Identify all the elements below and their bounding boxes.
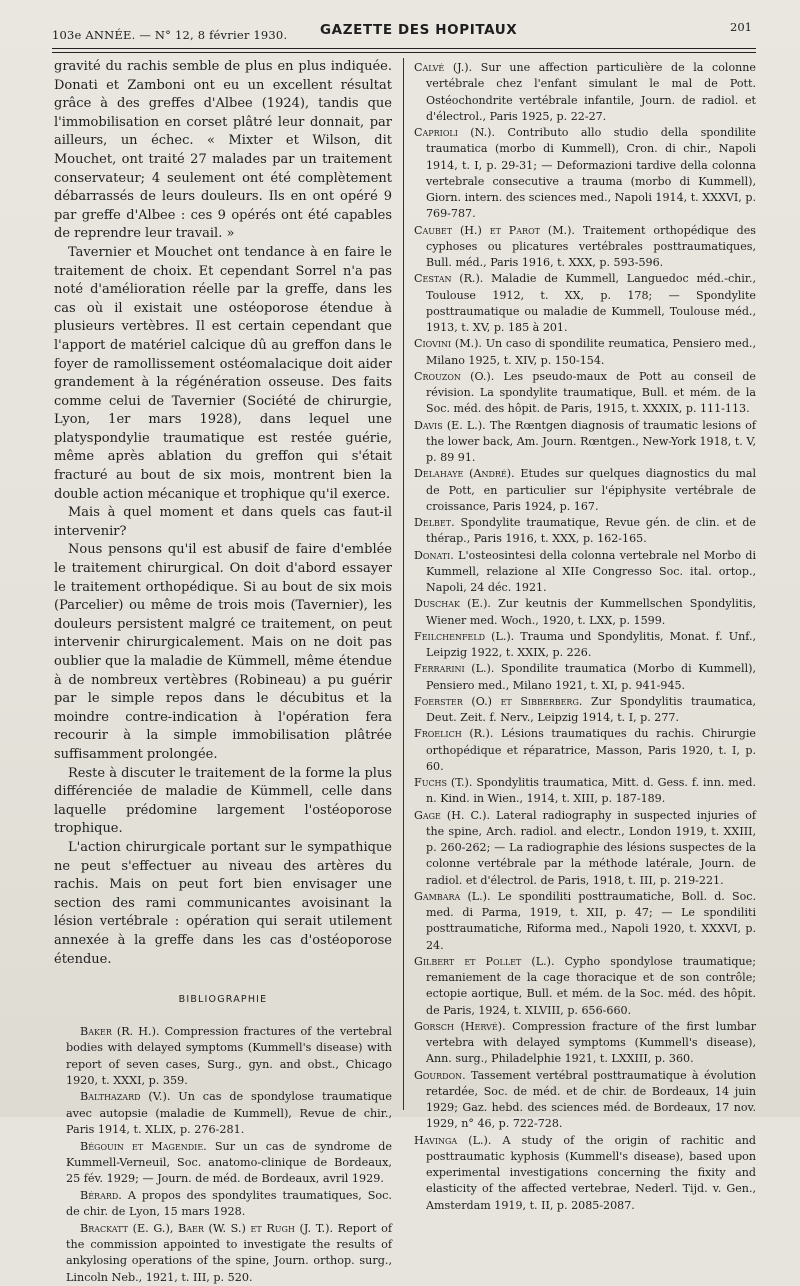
- bibliography-entry: [414, 808, 756, 889]
- bibliography-entry: [414, 271, 756, 336]
- entry-text: Sur un cas de syndrome de Kummell-Verneuil, Soc. anatomo-clinique de Bordeaux, 25 fév. 1929; — Journ. de méd. de Bordeaux, avril 1929.: [66, 1139, 393, 1186]
- bibliography-list-left: [54, 1024, 392, 1286]
- entry-text: L'osteosintesi della colonna vertebrale nel Morbo di Kummell, relazione al XIIe Congresso Soc. ital. ortop., Napoli, 24 déc. 1921.: [426, 548, 756, 594]
- entry-author: Gage (H. C.).: [414, 808, 490, 822]
- entry-text: Le spondiliti posttraumatiche, Boll. d. Soc. med. di Parma, 1919, t. XII, p. 47; — Le spondiliti posttraumatiche, Riforma med., Napoli 1920, t. XXXVI, p. 24.: [426, 889, 757, 952]
- bibliography-entry: [414, 694, 756, 727]
- entry-author: Havinga (L.).: [414, 1133, 492, 1147]
- entry-text: Tassement vertébral posttraumatique à évolution retardée, Soc. de méd. et de chir. de Bordeaux, 14 juin 1929; Gaz. hebd. des sciences méd. de Bordeaux, 17 nov. 1929, n° 46, p. 722-728.: [426, 1068, 756, 1131]
- bibliography-entry: [414, 596, 756, 629]
- entry-author: Bérard.: [80, 1188, 122, 1202]
- bibliography-entry: [414, 369, 756, 418]
- header-rule: [52, 48, 756, 49]
- entry-text: Spondylite traumatique, Revue gén. de clin. et de thérap., Paris 1916, t. XXX, p. 162-165.: [426, 516, 756, 546]
- entry-text: Spondylitis traumatica, Mitt. d. Gess. f. inn. med. n. Kind. in Wien., 1914, t. XIII, p. 187-189.: [426, 776, 756, 806]
- entry-text: Sur une affection particulière de la colonne vertébrale chez l'enfant simulant le mal de Pott. Ostéochondrite vertébrale infantile, Journ. de radiol. et d'électrol., Paris 1925, p. 22-27.: [426, 61, 756, 123]
- entry-text: Les pseudo-maux de Pott au conseil de révision. La spondylite traumatique, Bull. et mém. de la Soc. méd. des hôpit. de Paris, 1915, t. XXXIX, p. 111-113.: [426, 369, 756, 416]
- entry-author: Delbet.: [414, 516, 455, 529]
- paragraph: Reste à discuter le traitement de la forme la plus différenciée de maladie de Kümmell, celle dans laquelle prédomine largement l'ostéoporose trophique.: [54, 765, 392, 837]
- entry-author: Caprioli (N.).: [414, 126, 496, 139]
- entry-text: Un cas de spondylose traumatique avec autopsie (maladie de Kummell), Revue de chir., Paris 1914, t. XLIX, p. 276-281.: [66, 1090, 393, 1137]
- entry-text: Compression fracture of the first lumbar vertebra with delayed symptoms (Kummell's disease), Ann. surg., Philadelphie 1921, t. LXXIII, p. 360.: [426, 1019, 756, 1066]
- bibliography-entry: [414, 60, 756, 125]
- entry-text: Un caso di spondilite reumatica, Pensiero med., Milano 1925, t. XIV, p. 150-154.: [426, 337, 756, 367]
- entry-author: Ferrarini (L.).: [414, 662, 495, 676]
- entry-author: Foerster (O.) et Sibberberg.: [414, 694, 583, 708]
- paragraph: Nous pensons qu'il est abusif de faire d'emblée le traitement chirurgical. On doit d'abord essayer le traitement orthopédique. Si au bout de six mois (Parcelier) ou même de trois mois (Tavernier), les douleurs persistent malgré ce traitement, on peut intervenir chirurgicalement. Mais on ne doit pas oublier que la maladie de Kümmell, même étendue à de nombreux vertèbres (Robineau) a pu guérir par le simple repos dans le décubitus et la moindre contre-indication à l'opération fera recourir à la simple immobilisation plâtrée suffisamment prolongée.: [54, 542, 392, 762]
- entry-author: Cestan (R.).: [414, 272, 484, 286]
- bibliography-entry: [54, 1139, 392, 1188]
- entry-author: Gilbert et Pollet (L.).: [414, 954, 555, 968]
- bibliography-entry: [414, 1068, 756, 1133]
- entry-text: Cypho spondylose traumatique; remaniement de la cage thoracique et de son contrôle; ectopie aortique, Bull. et mém. de la Soc. méd. des hôpit. de Paris, 1924, t. XLVIII, p. 656-660.: [426, 954, 756, 1017]
- bibliography-entry: [414, 954, 756, 1019]
- entry-author: Gambara (L.).: [414, 889, 491, 903]
- entry-author: Bégouin et Magendie.: [80, 1139, 207, 1153]
- paragraph: Tavernier et Mouchet ont tendance à en faire le traitement de choix. Et cependant Sorrel n'a pas noté d'amélioration réelle par la greffe, dans les cas où il existait une ostéoporose étendue à plusieurs vertèbres. Il est certain cependant que l'apport de matériel calcique dû au greffon dans le foyer de ramollissement ostéomalacique doit aider grandement à la régénération osseuse. Des faits comme celui de Tavernier (Société de chirurgie, Lyon, 1er mars 1928), dans lequel une platyspondylie traumatique est restée guérie, même après ablation du greffon qui s'était fracturé au bout de six mois, montrent bien la double action mécanique et trophique qu'il exerce.: [54, 244, 392, 502]
- bibliography-entry: [414, 418, 756, 467]
- entry-text: Lésions traumatiques du rachis. Chirurgie orthopédique et réparatrice, Masson, Paris 1920, t. I, p. 60.: [426, 727, 756, 773]
- issue-info: 103e ANNÉE. — N° 12, 8 février 1930.: [52, 28, 288, 42]
- entry-text: A study of the origin of rachitic and posttraumatic kyphosis (Kummell's disease), based upon experimental investigations concerning the fixity and elasticity of the affected vertebrae, Nederl. Tijd. v. Gen., Amsterdam 1919, t. II, p. 2085-2087.: [426, 1133, 756, 1212]
- paragraph: Mais à quel moment et dans quels cas faut-il intervenir?: [54, 505, 392, 539]
- entry-text: Traitement orthopédique des cyphoses ou plicatures vertébrales posttraumatiques, Bull. méd., Paris 1916, t. XXX, p. 593-596.: [426, 223, 756, 269]
- bibliography-entry: [54, 1024, 392, 1090]
- entry-author: Calvé (J.).: [414, 61, 473, 74]
- entry-author: Baker (R. H.).: [80, 1024, 160, 1038]
- header-rule-thin: [52, 52, 756, 53]
- page-number: 201: [730, 20, 752, 34]
- right-column: [414, 60, 756, 1214]
- entry-author: Gourdon.: [414, 1068, 466, 1082]
- entry-text: Spondilite traumatica (Morbo di Kummell), Pensiero med., Milano 1921, t. XI, p. 941-945.: [426, 662, 756, 692]
- bibliography-entry: [414, 1019, 756, 1068]
- entry-author: Crouzon (O.).: [414, 369, 495, 383]
- entry-text: A propos des spondylites traumatiques, Soc. de chir. de Lyon, 15 mars 1928.: [66, 1188, 392, 1219]
- entry-text: Contributo allo studio della spondilite traumatica (morbo di Kummell), Cron. di chir., Napoli 1914, t. I, p. 29-31; — Deformazioni tardive della colonna vertebrale consecutive a trauma (morbo di Kummell), Giorn. intern. des sciences med., Napoli 1914, t. XXXVI, p. 769-787.: [426, 126, 756, 221]
- left-column: [54, 58, 392, 1286]
- entry-author: Feilchenfeld (L.).: [414, 629, 515, 643]
- bibliography-entry: [414, 515, 756, 548]
- entry-author: Ciovini (M.).: [414, 337, 482, 351]
- entry-author: Balthazard (V.).: [80, 1090, 171, 1104]
- entry-text: The Rœntgen diagnosis of traumatic lesions of the lower back, Am. Journ. Rœntgen., New-York 1918, t. V, p. 89 91.: [426, 418, 756, 464]
- bibliography-entry: [54, 1188, 392, 1221]
- bibliography-entry: [414, 336, 756, 369]
- entry-author: Caubet (H.) et Parot (M.).: [414, 223, 575, 237]
- bibliography-entry: [414, 223, 756, 272]
- entry-author: Fuchs (T.).: [414, 776, 473, 789]
- journal-title: GAZETTE DES HOPITAUX: [320, 22, 518, 38]
- bibliography-entry: [414, 889, 756, 954]
- entry-author: Froelich (R.).: [414, 727, 494, 741]
- entry-author: Donati.: [414, 548, 454, 562]
- bibliography-entry: [414, 629, 756, 662]
- entry-author: Duschak (E.).: [414, 597, 491, 611]
- entry-text: Compression fractures of the vertebral bodies with delayed symptoms (Kummell's disease) with report of seven cases, Surg., gyn. and obst., Chicago 1920, t. XXXI, p. 359.: [66, 1024, 392, 1087]
- bibliography-entry: [414, 661, 756, 694]
- entry-text: Report of the commission appointed to investigate the results of ankylosing operations of the spine, Journ. orthop. surg., Lincoln Neb., 1921, t. III, p. 520.: [66, 1221, 392, 1284]
- paragraph: L'action chirurgicale portant sur le sympathique ne peut s'effectuer au niveau des artères du rachis. Mais on peut fort bien envisager une section des rami communicantes avoisinant la lésion vertébrale : opération qui serait utilement annexée à la greffe dans les cas d'ostéoporose étendue.: [54, 839, 392, 967]
- bibliography-entry: [414, 548, 756, 597]
- page-header: [52, 18, 752, 44]
- entry-text: Lateral radiography in suspected injuries of the spine, Arch. radiol. and electr., London 1919, t. XXIII, p. 260-262; — La radiographie des lésions suspectes de la colonne vertébrale par la méthode latérale, Journ. de radiol. et d'électrol. de Paris, 1918, t. III, p. 219-221.: [426, 808, 756, 887]
- bibliography-entry: [54, 1221, 392, 1286]
- entry-author: Davis (E. L.).: [414, 418, 486, 432]
- bibliography-list-right: [414, 60, 756, 1214]
- paragraph: gravité du rachis semble de plus en plus indiquée. Donati et Zamboni ont eu un excellent résultat grâce à des greffes d'Albee (1924), tandis que l'immobilisation en corset plâtré leur donnait, par ailleurs, un échec. « Mixter et Wilson, dit Mouchet, ont traité 27 malades par un traitement conservateur; 4 seulement ont été complètement débarrassés de leurs douleurs. Ils en ont opéré 9 par greffe d'Albee : ces 9 opérés ont été capables de reprendre leur travail. »: [54, 59, 392, 242]
- entry-text: Zur Spondylitis traumatica, Deut. Zeit. f. Nerv., Leipzig 1914, t. I, p. 277.: [426, 694, 756, 724]
- entry-author: Delahaye (André).: [414, 467, 515, 481]
- bibliography-entry: [414, 726, 756, 775]
- bibliography-entry: [54, 1089, 392, 1138]
- bibliography-entry: [414, 466, 756, 515]
- bibliography-heading: BIBLIOGRAPHIE: [178, 994, 268, 1006]
- entry-text: Maladie de Kummell, Languedoc méd.-chir., Toulouse 1912, t. XX, p. 178; — Spondylite posttraumatique ou maladie de Kummell, Toulouse méd., 1913, t. XV, p. 185 à 201.: [426, 272, 756, 334]
- bibliography-entry: [414, 125, 756, 223]
- entry-text: Trauma und Spondylitis, Monat. f. Unf., Leipzig 1922, t. XXIX, p. 226.: [426, 629, 756, 659]
- entry-author: Brackatt (E. G.), Baer (W. S.) et Rugh (J. T.).: [80, 1221, 334, 1235]
- entry-text: Etudes sur quelques diagnostics du mal de Pott, en particulier sur l'épiphysite vertébrale de croissance, Paris 1924, p. 167.: [426, 467, 757, 513]
- entry-author: Gorsch (Hervé).: [414, 1019, 506, 1033]
- bibliography-entry: [414, 775, 756, 808]
- entry-text: Zur keutnis der Kummellschen Spondylitis, Wiener med. Woch., 1920, t. LXX, p. 1599.: [426, 597, 756, 627]
- bibliography-entry: [414, 1133, 756, 1214]
- column-divider: [403, 58, 404, 1110]
